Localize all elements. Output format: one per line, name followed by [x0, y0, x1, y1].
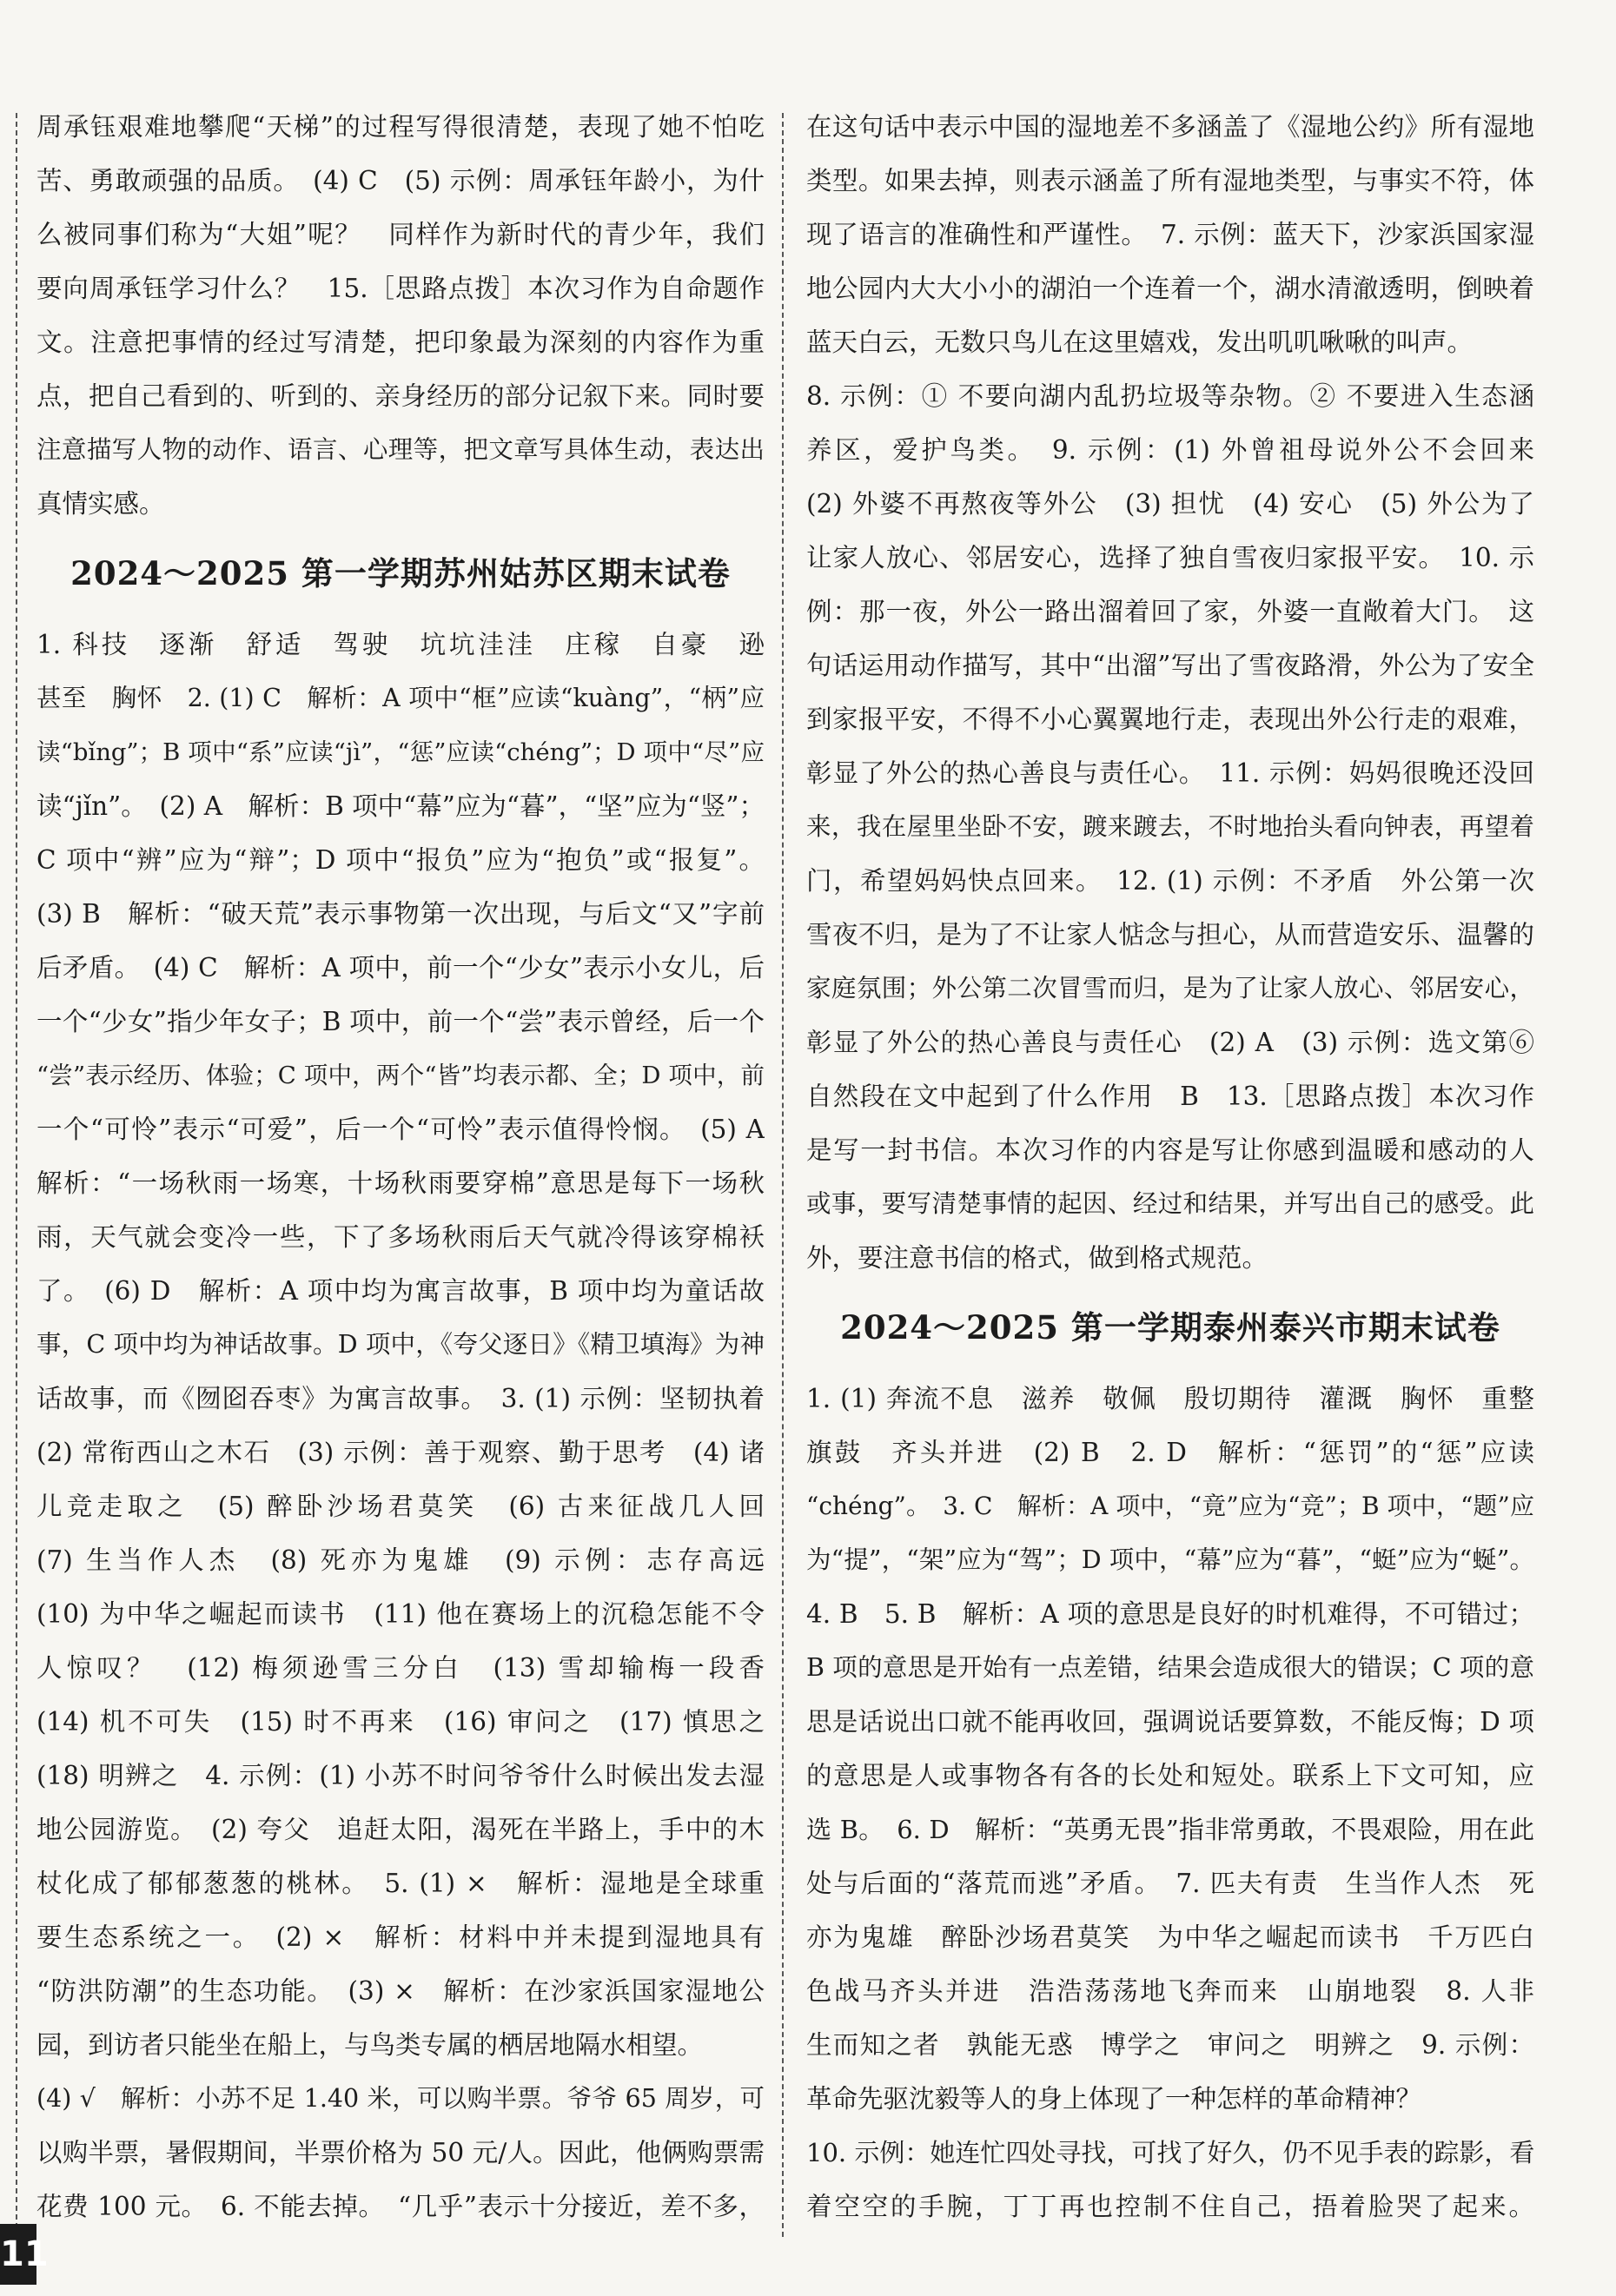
text-line: 彰显了外公的热心善良与责任心 (2) A (3) 示例：选文第⑥	[806, 1028, 1534, 1057]
text-line: (18) 明辨之 4. 示例：(1) 小苏不时问爷爷什么时候出发去湿	[36, 1761, 765, 1790]
text-line: 色战马齐头并进 浩浩荡荡地飞奔而来 山崩地裂 8. 人非	[806, 1976, 1534, 2006]
text-line: “chéng”。 3. C 解析：A 项中，“竟”应为“竞”；B 项中，“题”应	[806, 1492, 1534, 1520]
text-line: 外，要注意书信的格式，做到格式规范。	[806, 1243, 1268, 1273]
text-line: 到家报平安，不得不小心翼翼地行走，表现出外公行走的艰难，	[806, 705, 1534, 734]
text-line: 点，把自己看到的、听到的、亲身经历的部分记叙下来。同时要	[36, 381, 765, 411]
page-number: 11	[0, 2224, 36, 2285]
text-line: 句话运用动作描写，其中“出溜”写出了雪夜路滑，外公为了安全	[806, 651, 1534, 680]
text-line: 一个“少女”指少年女子；B 项中，前一个“尝”表示曾经，后一个	[36, 1007, 765, 1036]
text-line: C 项中“辨”应为“辩”；D 项中“报负”应为“抱负”或“报复”。	[36, 845, 765, 875]
text-line: 花费 100 元。 6. 不能去掉。 “几乎”表示十分接近，差不多，	[36, 2192, 765, 2221]
text-line: 话故事，而《囫囵吞枣》为寓言故事。 3. (1) 示例：坚韧执着	[36, 1384, 765, 1413]
text-line: 是写一封书信。本次习作的内容是写让你感到温暖和感动的人	[806, 1135, 1534, 1165]
text-line: 的意思是人或事物各有各的长处和短处。联系上下文可知，应	[806, 1761, 1534, 1790]
text-line: 苦、勇敢顽强的品质。 (4) C (5) 示例：周承钰年龄小，为什	[36, 166, 765, 195]
text-line: 注意描写人物的动作、语言、心理等，把文章写具体生动，表达出	[36, 435, 765, 464]
text-line: 蓝天白云，无数只鸟儿在这里嬉戏，发出叽叽啾啾的叫声。	[806, 328, 1474, 357]
text-line: 为“提”，“架”应为“驾”；D 项中，“幕”应为“暮”，“蜓”应为“蜒”。	[806, 1545, 1534, 1574]
text-line: “防洪防潮”的生态功能。 (3) × 解析：在沙家浜国家湿地公	[36, 1976, 765, 2006]
right-column-top-text	[806, 100, 1534, 1285]
text-line: (10) 为中华之崛起而读书 (11) 他在赛场上的沉稳怎能不令	[36, 1599, 765, 1629]
text-line: 选 B。 6. D 解析：“英勇无畏”指非常勇敢，不畏艰险，用在此	[806, 1815, 1534, 1844]
text-line: 革命先驱沈毅等人的身上体现了一种怎样的革命精神？	[806, 2084, 1422, 2114]
text-line: 养区，爱护鸟类。 9. 示例：(1) 外曾祖母说外公不会回来	[806, 435, 1534, 465]
section-title: 2024～2025 第一学期泰州泰兴市期末试卷	[840, 1308, 1500, 1347]
column-divider-dashed-line	[782, 113, 784, 2237]
text-line: 现了语言的准确性和严谨性。 7. 示例：蓝天下，沙家浜国家湿	[806, 220, 1534, 249]
text-line: 例：那一夜，外公一路出溜着回了家，外婆一直敞着大门。 这	[806, 597, 1534, 626]
text-line: (14) 机不可失 (15) 时不再来 (16) 审问之 (17) 慎思之	[36, 1707, 765, 1737]
text-line: 10. 示例：她连忙四处寻找，可找了好久，仍不见手表的踪影，看	[806, 2138, 1534, 2167]
text-line: “尝”表示经历、体验；C 项中，两个“皆”均表示都、全；D 项中，前	[36, 1062, 765, 1089]
text-line: 杖化成了郁郁葱葱的桃林。 5. (1) × 解析：湿地是全球重	[36, 1869, 765, 1898]
text-line: 后矛盾。 (4) C 解析：A 项中，前一个“少女”表示小女儿，后	[36, 953, 765, 983]
text-line: 真情实感。	[36, 489, 165, 519]
text-line: 园，到访者只能坐在船上，与鸟类专属的栖居地隔水相望。	[36, 2030, 704, 2060]
text-line: 1. 科技 逐渐 舒适 驾驶 坑坑洼洼 庄稼 自豪 逊	[36, 630, 765, 659]
text-line: 彰显了外公的热心善良与责任心。 11. 示例：妈妈很晚还没回	[806, 758, 1534, 788]
left-column	[36, 100, 765, 2263]
text-line: 自然段在文中起到了什么作用 B 13.［思路点拨］本次习作	[806, 1082, 1534, 1111]
text-line: 雪夜不归，是为了不让家人惦念与担心，从而营造安乐、温馨的	[806, 920, 1534, 949]
text-line: 人惊叹？ (12) 梅须逊雪三分白 (13) 雪却输梅一段香	[36, 1653, 765, 1683]
text-line: 儿竞走取之 (5) 醉卧沙场君莫笑 (6) 古来征战几人回	[36, 1492, 765, 1521]
text-line: 处与后面的“落荒而逃”矛盾。 7. 匹夫有责 生当作人杰 死	[806, 1869, 1534, 1898]
text-line: 家庭氛围；外公第二次冒雪而归，是为了让家人放心、邻居安心，	[806, 974, 1534, 1002]
text-line: (4) √ 解析：小苏不足 1.40 米，可以购半票。爷爷 65 周岁，可	[36, 2084, 765, 2113]
text-line: 以购半票，暑假期间，半票价格为 50 元/人。因此，他俩购票需	[36, 2138, 765, 2167]
text-line: 来，我在屋里坐卧不安，踱来踱去，不时地抬头看向钟表，再望着	[806, 812, 1534, 841]
text-line: 事，C 项中均为神话故事。D 项中，《夸父逐日》《精卫填海》为神	[36, 1330, 765, 1359]
text-line: B 项的意思是开始有一点差错，结果会造成很大的错误；C 项的意	[806, 1653, 1534, 1682]
right-column-bottom-text	[806, 1372, 1534, 2233]
left-column-bottom-text	[36, 618, 765, 2233]
text-line: 地公园游览。 (2) 夸父 追赶太阳，渴死在半路上，手中的木	[36, 1815, 765, 1844]
text-line: 雨，天气就会变冷一些，下了多场秋雨后天气就冷得该穿棉袄	[36, 1222, 765, 1252]
text-line: (2) 外婆不再熬夜等外公 (3) 担忧 (4) 安心 (5) 外公为了	[806, 489, 1534, 519]
text-line: 类型。如果去掉，则表示涵盖了所有湿地类型，与事实不符，体	[806, 166, 1534, 195]
text-line: 生而知之者 孰能无惑 博学之 审问之 明辨之 9. 示例：	[806, 2030, 1534, 2060]
section-title: 2024～2025 第一学期苏州姑苏区期末试卷	[70, 554, 731, 592]
text-line: 亦为鬼雄 醉卧沙场君莫笑 为中华之崛起而读书 千万匹白	[806, 1922, 1534, 1952]
text-line: 一个“可怜”表示“可爱”，后一个“可怜”表示值得怜悯。 (5) A	[36, 1115, 765, 1144]
text-line: 读“jǐn”。 (2) A 解析：B 项中“幕”应为“暮”，“坚”应为“竖”；	[36, 791, 765, 821]
text-line: 8. 示例：① 不要向湖内乱扔垃圾等杂物。② 不要进入生态涵	[806, 381, 1534, 411]
text-line: 4. B 5. B 解析：A 项的意思是良好的时机难得，不可错过；	[806, 1599, 1534, 1629]
text-line: 读“bǐng”；B 项中“系”应读“jì”，“惩”应读“chéng”；D 项中“尽”应	[36, 738, 765, 766]
text-line: 文。注意把事情的经过写清楚，把印象最为深刻的内容作为重	[36, 328, 765, 357]
text-line: (7) 生当作人杰 (8) 死亦为鬼雄 (9) 示例：志存高远	[36, 1545, 765, 1575]
text-line: 在这句话中表示中国的湿地差不多涵盖了《湿地公约》所有湿地	[806, 112, 1534, 142]
text-line: 解析：“一场秋雨一场寒，十场秋雨要穿棉”意思是每下一场秋	[36, 1168, 765, 1198]
text-line: 了。 (6) D 解析：A 项中均为寓言故事，B 项中均为童话故	[36, 1276, 765, 1306]
left-margin-dashed-line	[16, 113, 17, 2237]
text-line: 旗鼓 齐头并进 (2) B 2. D 解析：“惩罚”的“惩”应读	[806, 1438, 1534, 1467]
text-line: 要生态系统之一。 (2) × 解析：材料中并未提到湿地具有	[36, 1922, 765, 1952]
text-line: 门，希望妈妈快点回来。 12. (1) 示例：不矛盾 外公第一次	[806, 866, 1534, 896]
right-column	[806, 100, 1534, 2263]
text-line: 甚至 胸怀 2. (1) C 解析：A 项中“框”应读“kuàng”，“柄”应	[36, 684, 765, 712]
text-line: (3) B 解析：“破天荒”表示事物第一次出现，与后文“又”字前	[36, 899, 765, 929]
text-line: 着空空的手腕，丁丁再也控制不住自己，捂着脸哭了起来。	[806, 2192, 1534, 2221]
text-line: 地公园内大大小小的湖泊一个连着一个，湖水清澈透明，倒映着	[806, 274, 1534, 303]
text-line: 周承钰艰难地攀爬“天梯”的过程写得很清楚，表现了她不怕吃	[36, 112, 765, 142]
text-line: 让家人放心、邻居安心，选择了独自雪夜归家报平安。 10. 示	[806, 543, 1534, 572]
text-line: 么被同事们称为“大姐”呢？ 同样作为新时代的青少年，我们	[36, 220, 765, 249]
text-line: 1. (1) 奔流不息 滋养 敬佩 殷切期待 灌溉 胸怀 重整	[806, 1384, 1534, 1413]
text-line: 或事，要写清楚事情的起因、经过和结果，并写出自己的感受。此	[806, 1189, 1534, 1218]
text-line: (2) 常衔西山之木石 (3) 示例：善于观察、勤于思考 (4) 诸	[36, 1438, 765, 1467]
text-line: 思是话说出口就不能再收回，强调说话要算数，不能反悔；D 项	[806, 1707, 1534, 1737]
text-line: 要向周承钰学习什么？ 15.［思路点拨］本次习作为自命题作	[36, 274, 765, 303]
left-column-top-text	[36, 100, 765, 531]
